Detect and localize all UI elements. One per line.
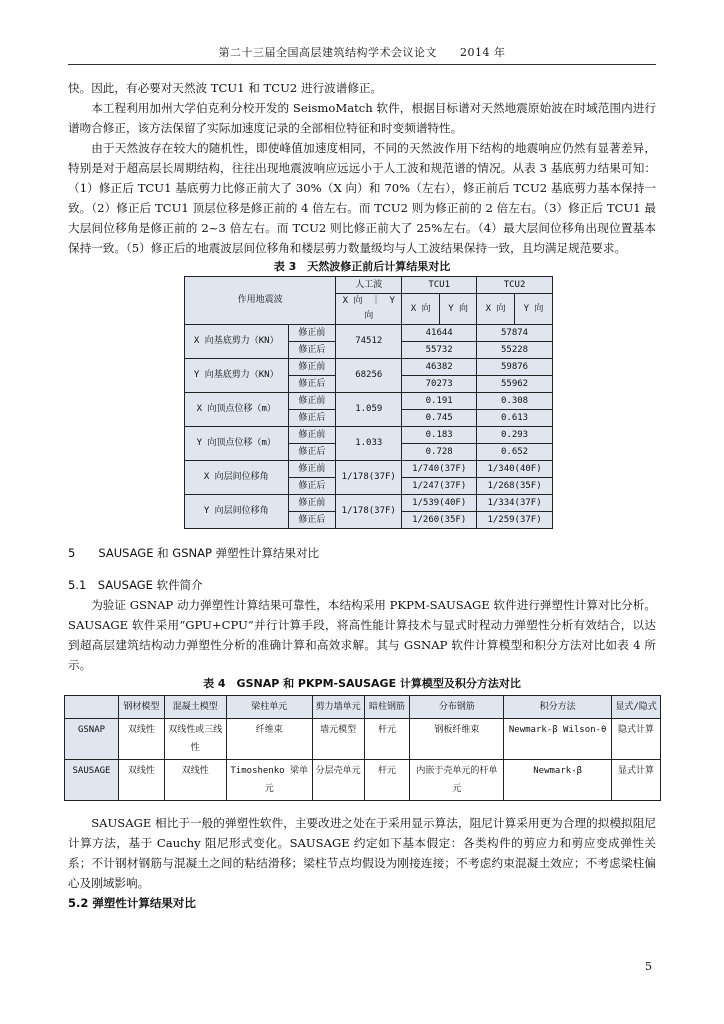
table3-after-label: 修正后	[288, 512, 336, 529]
spacer	[68, 529, 656, 543]
paragraph-4: SAUSAGE 相比于一般的弹塑性软件，主要改进之处在于采用显示算法，阻尼计算采用更为合理的拟模拟阻尼计算方法，基于 Cauchy 阻尼形式变化。SAUSAGE 约定如下基本假定：各类构件的剪应力和剪应变成弹性关系；不计钢材钢筋与混凝土之间的粘结滑移；梁柱节点均假设为刚接连接；不考虑约束混凝土效应；不考虑梁柱偏心及刚域影响。	[68, 816, 656, 890]
table3-caption: 表 3 天然波修正前后计算结果对比	[273, 260, 451, 273]
page-number: 5	[645, 960, 652, 973]
table3-after-label: 修正后	[288, 478, 336, 495]
table4-cell: 双线性	[118, 760, 164, 801]
table3-before-label: 修正前	[288, 359, 336, 376]
table4-cell: Newmark-β	[504, 760, 612, 801]
table4-cell: 内嵌于壳单元的杆单元	[410, 760, 504, 801]
table3-header-art: 人工波	[336, 277, 402, 294]
table3-tcu2-after: 1/268(35F)	[477, 478, 553, 495]
table4-header-cell: 积分方法	[504, 696, 612, 719]
table3-row-name: Y 向基底剪力（KN）	[185, 359, 289, 393]
table3-artificial-value: 68256	[336, 359, 402, 393]
table3-artificial-value: 1/178(37F)	[336, 495, 402, 529]
table3-tcu2-after: 55962	[477, 376, 553, 393]
table3-artificial-value: 1.033	[336, 427, 402, 461]
table4-cell: 分层壳单元	[312, 760, 364, 801]
section-5-title: SAUSAGE 和 GSNAP 弹塑性计算结果对比	[98, 546, 320, 560]
section-51-number: 5.1	[68, 578, 87, 592]
table3-before-label: 修正前	[288, 393, 336, 410]
table4-cell: 杆元	[364, 719, 410, 760]
table-row	[65, 760, 661, 801]
page-body	[68, 78, 656, 913]
table-row	[185, 427, 553, 444]
table3-tcu2-after: 55228	[477, 342, 553, 359]
section-5-heading	[68, 543, 656, 563]
table3-tcu1-before: 1/539(40F)	[402, 495, 477, 512]
table3-header-x: X 向	[477, 294, 515, 325]
table3-before-label: 修正前	[288, 495, 336, 512]
table3-header-x: X 向	[342, 296, 363, 306]
table4-header-cell: 混凝土模型	[164, 696, 226, 719]
table3-tcu1-after: 0.728	[402, 444, 477, 461]
table3-tcu1-after: 1/247(37F)	[402, 478, 477, 495]
table4-cell: 显式计算	[612, 760, 661, 801]
spacer	[68, 801, 656, 813]
table3	[184, 276, 553, 529]
table3-tcu1-before: 41644	[402, 325, 477, 342]
paragraph-2: 由于天然波存在较大的随机性，即使峰值加速度相同，不同的天然波作用下结构的地震响应仍然有显著差异，特别是对于超高层长周期结构，往往出现地震波响应远远小于人工波和规范谱的情况。从表 3 基底剪力结果可知：（1）修正后 TCU1 基底剪力比修正前大了 30%（X 向）和 70%（左右），修正前后 TCU2 基底剪力基本保持一致。（2）修正后 TCU1 顶层位移是修正前的 4 倍左右。而 TCU2 则为修正前的 2 倍左右。（3）修正后 TCU1 最大层间位移角是修正前的 2~3 倍左右。而 TCU2 则比修正前大了 25%左右。（4）最大层间位移角出现位置基本保持一致。（5）修正后的地震波层间位移角和楼层剪力数量级均与人工波结果保持一致，且均满足规范要求。	[68, 141, 656, 255]
table4-cell: 隐式计算	[612, 719, 661, 760]
table-row	[65, 719, 661, 760]
section-52-heading: 5.2 弹塑性计算结果对比	[68, 896, 196, 910]
table4-header-cell: 分布钢筋	[410, 696, 504, 719]
table3-tcu2-before: 0.308	[477, 393, 553, 410]
section-51-heading	[68, 575, 656, 595]
table3-row-name: Y 向顶点位移（m）	[185, 427, 289, 461]
table3-artificial-value: 74512	[336, 325, 402, 359]
table3-tcu2-before: 1/340(40F)	[477, 461, 553, 478]
table3-tcu2-before: 57874	[477, 325, 553, 342]
table3-row-name: X 向层间位移角	[185, 461, 289, 495]
table3-before-label: 修正前	[288, 461, 336, 478]
table4-cell: GSNAP	[65, 719, 119, 760]
table3-tcu1-after: 70273	[402, 376, 477, 393]
section-5-number: 5	[68, 546, 76, 560]
table3-artificial-value: 1.059	[336, 393, 402, 427]
table3-after-label: 修正后	[288, 376, 336, 393]
table3-tcu1-after: 55732	[402, 342, 477, 359]
table-row	[185, 495, 553, 512]
table-row	[185, 325, 553, 342]
table4	[64, 695, 661, 801]
table4-header-cell: 剪力墙单元	[312, 696, 364, 719]
table3-tcu1-after: 1/260(35F)	[402, 512, 477, 529]
table3-header-wave: 作用地震波	[185, 277, 336, 325]
table3-tcu2-before: 59876	[477, 359, 553, 376]
table4-cell: 双线性	[164, 760, 226, 801]
table4-cell: SAUSAGE	[65, 760, 119, 801]
table4-header-cell: 钢材模型	[118, 696, 164, 719]
table3-tcu2-after: 0.652	[477, 444, 553, 461]
table4-header-row	[65, 696, 661, 719]
table3-header-tcu2: TCU2	[477, 277, 553, 294]
section-51-title: SAUSAGE 软件简介	[97, 578, 203, 592]
table4-cell: 双线性	[118, 719, 164, 760]
table3-after-label: 修正后	[288, 342, 336, 359]
table3-tcu2-before: 1/334(37F)	[477, 495, 553, 512]
table3-header-tcu1: TCU1	[402, 277, 477, 294]
table3-after-label: 修正后	[288, 410, 336, 427]
table3-before-label: 修正前	[288, 427, 336, 444]
table3-before-label: 修正前	[288, 325, 336, 342]
table4-header-cell	[65, 696, 119, 719]
table-row	[185, 359, 553, 376]
table3-header-y: Y 向	[440, 294, 477, 325]
table4-cell: Newmark-β Wilson-θ	[504, 719, 612, 760]
table3-header-y: Y 向	[515, 294, 553, 325]
table4-cell: 纤维束	[226, 719, 312, 760]
table3-tcu1-after: 0.745	[402, 410, 477, 427]
table3-header-y: Y 向	[364, 296, 395, 321]
table4-cell: Timoshenko 梁单元	[226, 760, 312, 801]
table4-header-cell: 暗柱钢筋	[364, 696, 410, 719]
table3-row-name: X 向顶点位移（m）	[185, 393, 289, 427]
paragraph-0: 快。因此，有必要对天然波 TCU1 和 TCU2 进行波谱修正。	[68, 81, 383, 95]
table4-header-cell: 梁柱单元	[226, 696, 312, 719]
running-header: 第二十三届全国高层建筑结构学术会议论文 2014 年	[218, 46, 506, 59]
table3-tcu2-before: 0.293	[477, 427, 553, 444]
table4-caption: 表 4 GSNAP 和 PKPM-SAUSAGE 计算模型及积分方法对比	[203, 677, 521, 690]
table3-artificial-value: 1/178(37F)	[336, 461, 402, 495]
table4-cell: 钢板纤维束	[410, 719, 504, 760]
table3-after-label: 修正后	[288, 444, 336, 461]
table-row	[185, 393, 553, 410]
table3-tcu1-before: 0.191	[402, 393, 477, 410]
table4-header-cell: 显式/隐式	[612, 696, 661, 719]
table3-tcu2-after: 1/259(37F)	[477, 512, 553, 529]
table4-cell: 双线性或三线性	[164, 719, 226, 760]
table3-header-x: X 向	[402, 294, 440, 325]
spacer	[68, 563, 656, 575]
table4-cell: 墙元模型	[312, 719, 364, 760]
table3-tcu1-before: 0.183	[402, 427, 477, 444]
table3-row-name: Y 向层间位移角	[185, 495, 289, 529]
paragraph-3: 为验证 GSNAP 动力弹塑性计算结果可靠性，本结构采用 PKPM-SAUSAGE 软件进行弹塑性计算对比分析。SAUSAGE 软件采用“GPU+CPU”并行计算手段，将高性能计算技术与显式时程动力弹塑性分析有效结合，以达到超高层建筑结构动力弹塑性分析的准确计算和高效求解。其与 GSNAP 软件计算模型和积分方法对比如表 4 所示。	[68, 598, 656, 672]
table3-tcu2-after: 0.613	[477, 410, 553, 427]
table3-row-name: X 向基底剪力（KN）	[185, 325, 289, 359]
paragraph-1: 本工程利用加州大学伯克利分校开发的 SeismoMatch 软件，根据目标谱对天然地震原始波在时域范围内进行谱吻合修正，该方法保留了实际加速度记录的全部相位特征和时变频谱特性。	[68, 101, 656, 135]
table3-tcu1-before: 1/740(37F)	[402, 461, 477, 478]
table3-tcu1-before: 46382	[402, 359, 477, 376]
table4-cell: 杆元	[364, 760, 410, 801]
header-rule	[68, 64, 656, 65]
table3-header-art-dir: X 向 ｜ Y 向	[336, 294, 402, 325]
table-row	[185, 461, 553, 478]
